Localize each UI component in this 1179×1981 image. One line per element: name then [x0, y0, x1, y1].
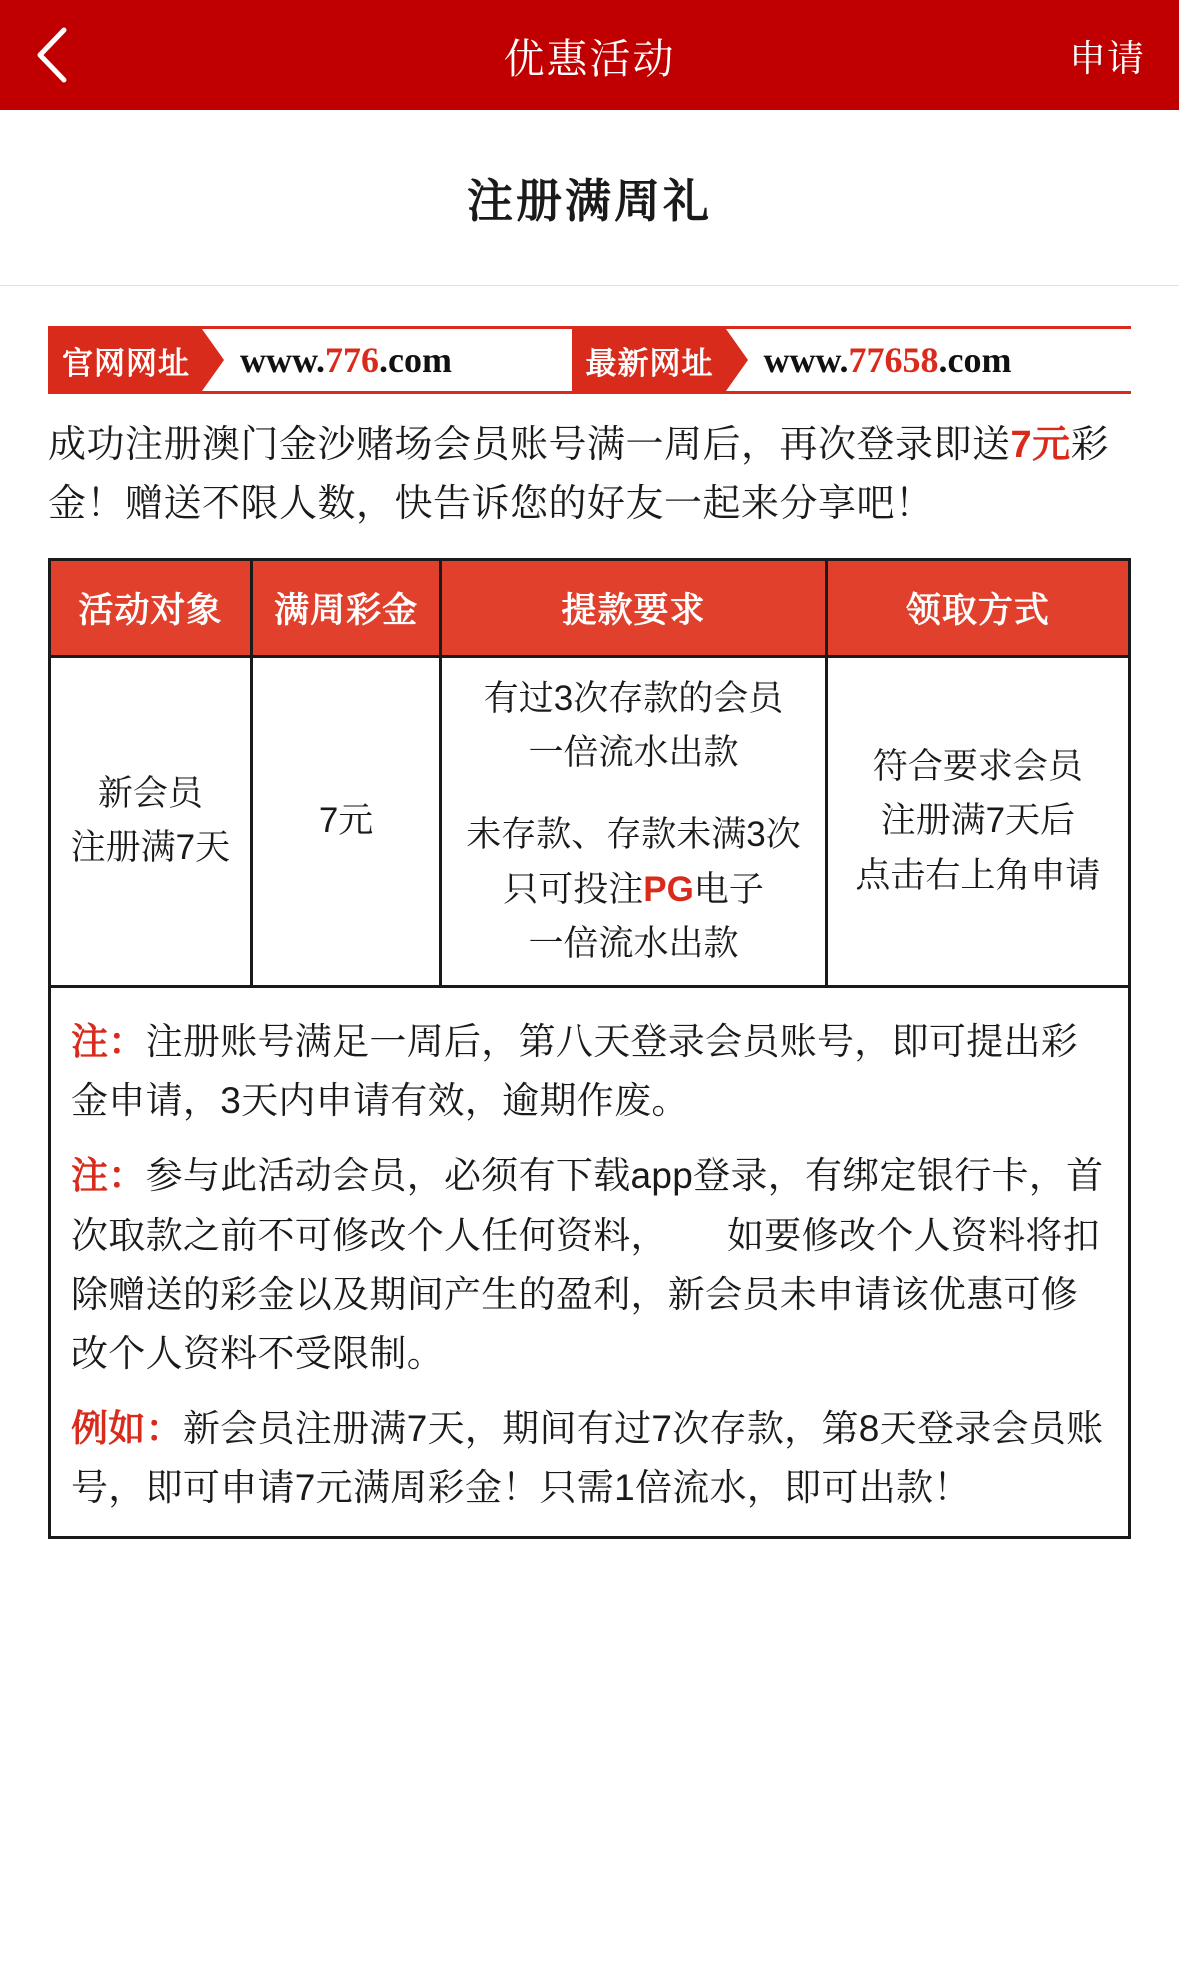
official-url	[224, 329, 468, 391]
note-text-3: 新会员注册满7天，期间有过7次存款，第8天登录会员账号，即可申请7元满周彩金！只需1倍流水，即可出款！	[71, 1408, 1104, 1509]
requirement-nodeposit-provider: PG	[643, 869, 694, 909]
latest-url-prefix: www.	[763, 340, 849, 380]
note-item-2	[71, 1146, 1108, 1383]
note-label-1: 注：	[71, 1021, 146, 1063]
note-item-3	[71, 1399, 1108, 1517]
intro-highlight-amount: 7元	[1010, 424, 1071, 466]
apply-button[interactable]: 申请	[1069, 38, 1145, 79]
cell-target-line1: 新会员	[97, 774, 203, 814]
requirement-nodeposit-line2-pre: 只可投注	[503, 869, 644, 909]
requirement-nodeposit-line2-post: 电子	[693, 869, 764, 909]
back-button[interactable]	[34, 25, 94, 85]
cell-requirement	[441, 656, 826, 986]
latest-url	[748, 329, 1028, 391]
banner-arrow-icon-2	[726, 329, 748, 391]
promo-content	[0, 286, 1179, 1539]
note-label-2: 注：	[71, 1155, 146, 1197]
requirement-deposit3-line2: 一倍流水出款	[528, 733, 739, 773]
banner-segment-official	[48, 329, 572, 391]
cell-claim-line1: 符合要求会员	[872, 747, 1083, 787]
requirement-sub-row-2	[442, 794, 824, 985]
banner-segment-latest	[572, 329, 1132, 391]
note-text-2b: 如要修改个人资料将扣除赠送的彩金以及期间产生的盈利，新会员未申请该优惠可修改个人资料不受限制。	[71, 1214, 1100, 1374]
note-label-3: 例如：	[71, 1408, 183, 1450]
intro-text-part1: 成功注册澳门金沙赌场会员账号满一周后，再次登录即送	[48, 424, 1011, 466]
cell-claim-line3: 点击右上角申请	[855, 855, 1101, 895]
requirement-deposit3	[442, 658, 824, 795]
page-title-section	[0, 110, 1179, 286]
chevron-left-icon	[34, 26, 68, 84]
table-row	[50, 656, 1130, 986]
table-header-requirement: 提款要求	[441, 559, 826, 656]
banner-tag-official: 官网网址	[48, 329, 202, 391]
latest-url-suffix: .com	[938, 340, 1012, 380]
requirement-nodeposit-line1: 未存款、存款未满3次	[466, 815, 801, 855]
banner-arrow-icon	[202, 329, 224, 391]
official-url-prefix: www.	[240, 340, 326, 380]
note-text-2: 参与此活动会员，必须有下载app登录，有绑定银行卡，首次取款之前不可修改个人任何资料，	[71, 1155, 1104, 1256]
header-title: 优惠活动	[503, 35, 676, 82]
note-item-1	[71, 1012, 1108, 1130]
requirement-sub-row-1	[442, 658, 824, 795]
cell-bonus: 7元	[251, 656, 441, 986]
app-header	[0, 0, 1179, 110]
promo-table	[48, 558, 1131, 988]
cell-target	[50, 656, 252, 986]
requirement-nodeposit-line2	[448, 863, 818, 917]
table-header-claim: 领取方式	[826, 559, 1129, 656]
intro-text-part2: 彩金！赠送不限人数，快告诉您的好友一起来分享吧！	[48, 424, 1110, 525]
cell-target-line2: 注册满7天	[70, 828, 231, 868]
note-text-1: 注册账号满足一周后，第八天登录会员账号，即可提出彩金申请，3天内申请有效，逾期作废。	[71, 1021, 1079, 1122]
page-title: 注册满周礼	[467, 174, 712, 227]
intro-paragraph	[48, 416, 1131, 534]
requirement-deposit3-line1: 有过3次存款的会员	[483, 678, 784, 718]
banner-tag-latest: 最新网址	[572, 329, 726, 391]
table-header-target: 活动对象	[50, 559, 252, 656]
latest-url-number: 77658	[848, 340, 939, 380]
table-header-bonus: 满周彩金	[251, 559, 441, 656]
table-header-row	[50, 559, 1130, 656]
site-url-banner	[48, 326, 1131, 394]
cell-claim-line2: 注册满7天后	[880, 801, 1076, 841]
requirement-nodeposit-line3: 一倍流水出款	[528, 923, 739, 963]
requirement-nodeposit	[442, 794, 824, 985]
official-url-suffix: .com	[379, 340, 452, 380]
cell-claim	[826, 656, 1129, 986]
notes-section	[48, 988, 1131, 1539]
official-url-number: 776	[325, 340, 380, 380]
requirement-subtable	[442, 658, 824, 985]
